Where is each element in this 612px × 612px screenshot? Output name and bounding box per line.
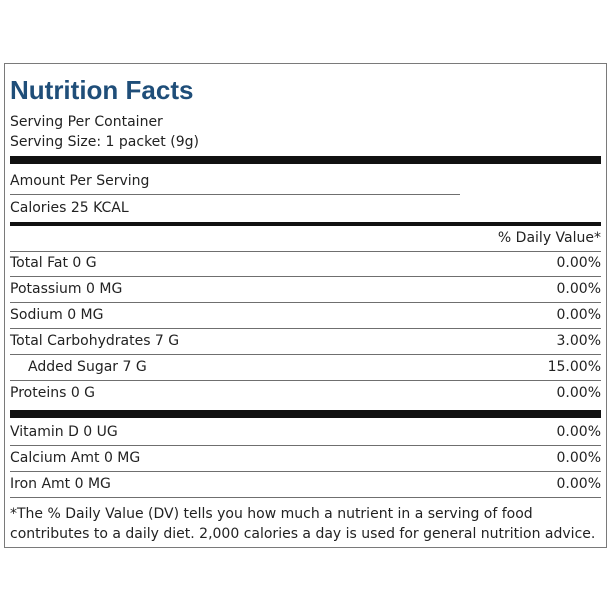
- nutrient-dv: 0.00%: [556, 255, 601, 271]
- vitamin-name: Calcium Amt 0 MG: [10, 450, 141, 466]
- vitamin-row: [10, 448, 601, 468]
- vitamin-dv: 0.00%: [556, 476, 601, 492]
- divider: [10, 251, 601, 252]
- divider: [10, 471, 601, 472]
- nutrient-name: Potassium 0 MG: [10, 281, 123, 297]
- nutrient-name: Proteins 0 G: [10, 385, 96, 401]
- thick-divider: [10, 410, 601, 418]
- amount-underline: [10, 194, 460, 195]
- nutrient-row: [10, 331, 601, 351]
- medium-divider: [10, 222, 601, 226]
- vitamin-row: [10, 422, 601, 442]
- vitamin-row: [10, 474, 601, 494]
- calories: Calories 25 KCAL: [10, 200, 129, 216]
- nutrient-row: [10, 357, 601, 377]
- nutrient-row: [10, 305, 601, 325]
- nutrient-row: [10, 253, 601, 273]
- serving-per-container: Serving Per Container: [10, 114, 163, 130]
- nutrient-row: [10, 279, 601, 299]
- nutrient-dv: 3.00%: [556, 333, 601, 349]
- nutrient-name: Sodium 0 MG: [10, 307, 104, 323]
- label-title: Nutrition Facts: [10, 75, 194, 105]
- nutrient-name: Total Fat 0 G: [10, 255, 97, 271]
- footnote: *The % Daily Value (DV) tells you how much a nutrient in a serving of food contributes to a daily diet. 2,000 calories a day is used for general nutrition advice.: [10, 506, 596, 542]
- nutrient-dv: 0.00%: [556, 307, 601, 323]
- divider: [10, 380, 601, 381]
- vitamin-name: Vitamin D 0 UG: [10, 424, 118, 440]
- amount-per-serving: Amount Per Serving: [10, 173, 150, 189]
- thick-divider: [10, 156, 601, 164]
- divider: [10, 276, 601, 277]
- vitamin-name: Iron Amt 0 MG: [10, 476, 111, 492]
- nutrient-dv: 0.00%: [556, 385, 601, 401]
- serving-size: Serving Size: 1 packet (9g): [10, 134, 199, 150]
- divider: [10, 328, 601, 329]
- divider: [10, 354, 601, 355]
- divider: [10, 497, 601, 498]
- nutrient-row: [10, 383, 601, 403]
- vitamin-dv: 0.00%: [556, 424, 601, 440]
- nutrient-name: Total Carbohydrates 7 G: [10, 333, 180, 349]
- divider: [10, 445, 601, 446]
- nutrition-facts-label: [4, 63, 607, 548]
- vitamin-dv: 0.00%: [556, 450, 601, 466]
- nutrient-name: Added Sugar 7 G: [28, 359, 147, 375]
- nutrient-dv: 15.00%: [547, 359, 601, 375]
- divider: [10, 302, 601, 303]
- daily-value-header: % Daily Value*: [497, 230, 601, 246]
- nutrient-dv: 0.00%: [556, 281, 601, 297]
